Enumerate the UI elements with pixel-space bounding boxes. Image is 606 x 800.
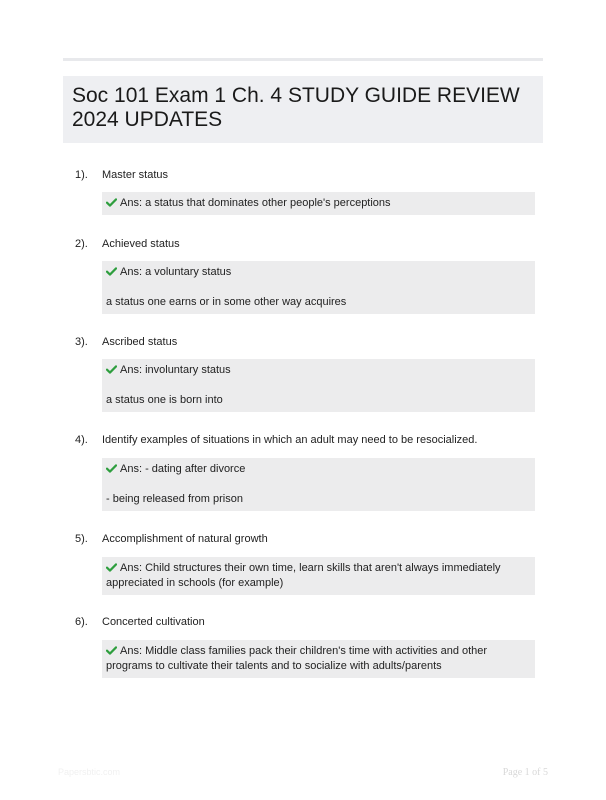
question-text: Concerted cultivation [102,616,205,628]
answer-box [102,359,535,412]
answer-text: Ans: Child structures their own time, learn skills that aren't always immediately appreciated in schools (for example) [106,562,501,589]
question-text: Ascribed status [102,336,178,348]
check-icon [106,267,117,276]
page-title: Soc 101 Exam 1 Ch. 4 STUDY GUIDE REVIEW 2024 UPDATES [72,84,520,131]
question-text: Accomplishment of natural growth [102,533,268,545]
answer-text: Ans: a voluntary status [120,266,232,278]
question-number: 1). [75,169,88,181]
question-number: 2). [75,238,88,250]
answer-text: Ans: a status that dominates other people's perceptions [120,197,391,209]
question-text: Master status [102,169,169,181]
answer-box [102,261,535,314]
answer-detail: a status one earns or in some other way acquires [106,296,347,308]
question-number: 5). [75,533,88,545]
top-divider [63,58,543,61]
title-banner [63,76,543,143]
answer-box [102,458,535,511]
question-text: Achieved status [102,238,180,250]
question-number: 3). [75,336,88,348]
answer-detail: a status one is born into [106,394,223,406]
answer-text: Ans: Middle class families pack their children's time with activities and other programs to cultivate their talents and to socialize with adults/parents [106,645,488,672]
check-icon [106,563,117,572]
question-number: 4). [75,434,88,446]
answer-text: Ans: - dating after divorce [120,463,246,475]
answer-box [102,192,535,215]
answer-box [102,640,535,678]
check-icon [106,365,117,374]
answer-detail: - being released from prison [106,493,243,505]
page-number: Page 1 of 5 [502,767,548,778]
check-icon [106,198,117,207]
footer-watermark: Papersbtic.com [58,767,121,777]
check-icon [106,646,117,655]
answer-box [102,557,535,595]
answer-text: Ans: involuntary status [120,364,231,376]
question-text: Identify examples of situations in which an adult may need to be resocialized. [102,434,478,446]
check-icon [106,464,117,473]
question-number: 6). [75,616,88,628]
